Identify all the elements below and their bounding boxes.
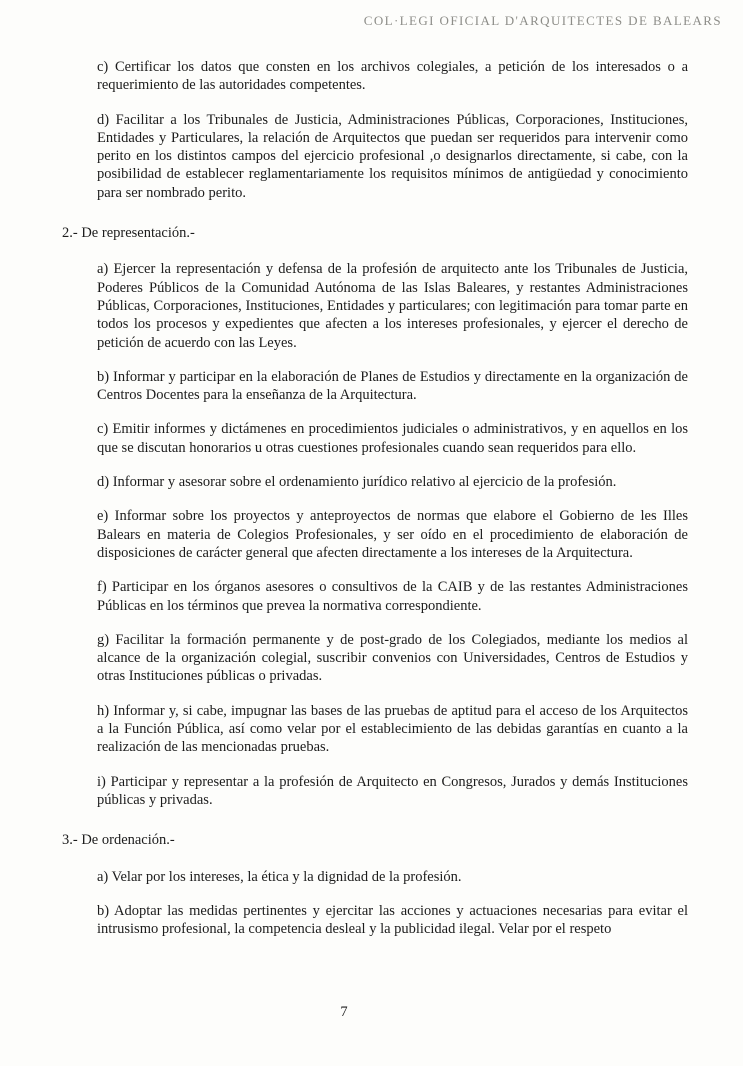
- section-heading-2: 2.- De representación.-: [62, 225, 195, 242]
- document-body: [62, 58, 688, 954]
- paragraph-clause-2c: c) Emitir informes y dictámenes en procedimientos judiciales o administrativos, y en aquellos en los que se discutan honorarios u otras cuestiones profesionales cuando sean requeridos para ello.: [97, 421, 688, 456]
- paragraph-clause-2f: f) Participar en los órganos asesores o consultivos de la CAIB y de las restantes Administraciones Públicas en los términos que prevea la normativa correspondiente.: [97, 579, 688, 614]
- paragraph-clause-2a: a) Ejercer la representación y defensa de la profesión de arquitecto ante los Tribunales de Justicia, Poderes Públicos de la Comunidad Autónoma de las Islas Baleares, y restantes Administraciones Públicas, Corporaciones, Instituciones, Entidades y particulares; con legitimación para tomar parte en todos los procesos y expedientes que afecten a los intereses profesionales, y ejercer el derecho de petición de acuerdo con las Leyes.: [97, 261, 688, 351]
- paragraph-clause-d1: d) Facilitar a los Tribunales de Justicia, Administraciones Públicas, Corporaciones, Instituciones, Entidades y Particulares, la relación de Arquitectos que puedan ser requeridos para intervenir como perito en los distintos campos del ejercicio profesional ,o designarlos directamente, si cabe, con la posibilidad de establecer reglamentariamente los requisitos mínimos de antigüedad y conocimiento para ser nombrado perito.: [97, 111, 688, 201]
- paragraph-clause-2b: b) Informar y participar en la elaboración de Planes de Estudios y directamente en la organización de Centros Docentes para la enseñanza de la Arquitectura.: [97, 368, 688, 404]
- paragraph-clause-2e: e) Informar sobre los proyectos y anteproyectos de normas que elabore el Gobierno de les Illes Balears en materia de Colegios Profesionales, y ser oído en el procedimiento de elaboración de disposiciones de carácter general que afecten directamente a los intereses de la Arquitectura.: [97, 508, 688, 561]
- section-heading-3: 3.- De ordenación.-: [62, 832, 175, 849]
- paragraph-clause-3b: b) Adoptar las medidas pertinentes y ejercitar las acciones y actuaciones necesarias para evitar el intrusismo profesional, la competencia desleal y la publicidad ilegal. Velar por el respeto: [97, 902, 688, 938]
- paragraph-clause-3a: a) Velar por los intereses, la ética y la dignidad de la profesión.: [97, 868, 462, 885]
- paragraph-clause-2i: i) Participar y representar a la profesión de Arquitecto en Congresos, Jurados y demás Instituciones públicas y privadas.: [97, 773, 688, 808]
- paragraph-clause-c1: c) Certificar los datos que consten en los archivos colegiales, a petición de los interesados o a requerimiento de las autoridades competentes.: [97, 59, 688, 94]
- paragraph-clause-2h: h) Informar y, si cabe, impugnar las bases de las pruebas de aptitud para el acceso de los Arquitectos a la Función Pública, así como velar por el establecimiento de las debidas garantías en cuanto a la realización de las mencionadas pruebas.: [97, 702, 688, 756]
- paragraph-clause-2g: g) Facilitar la formación permanente y de post-grado de los Colegiados, mediante los medios al alcance de la organización colegial, suscribir convenios con Universidades, Centros de Estudios y otras Instituciones públicas o privadas.: [97, 631, 688, 685]
- paragraph-clause-2d: d) Informar y asesorar sobre el ordenamiento jurídico relativo al ejercicio de la profesión.: [97, 474, 617, 491]
- page-header-title: COL·LEGI OFICIAL D'ARQUITECTES DE BALEARS: [363, 13, 722, 28]
- page-number: 7: [340, 1004, 348, 1020]
